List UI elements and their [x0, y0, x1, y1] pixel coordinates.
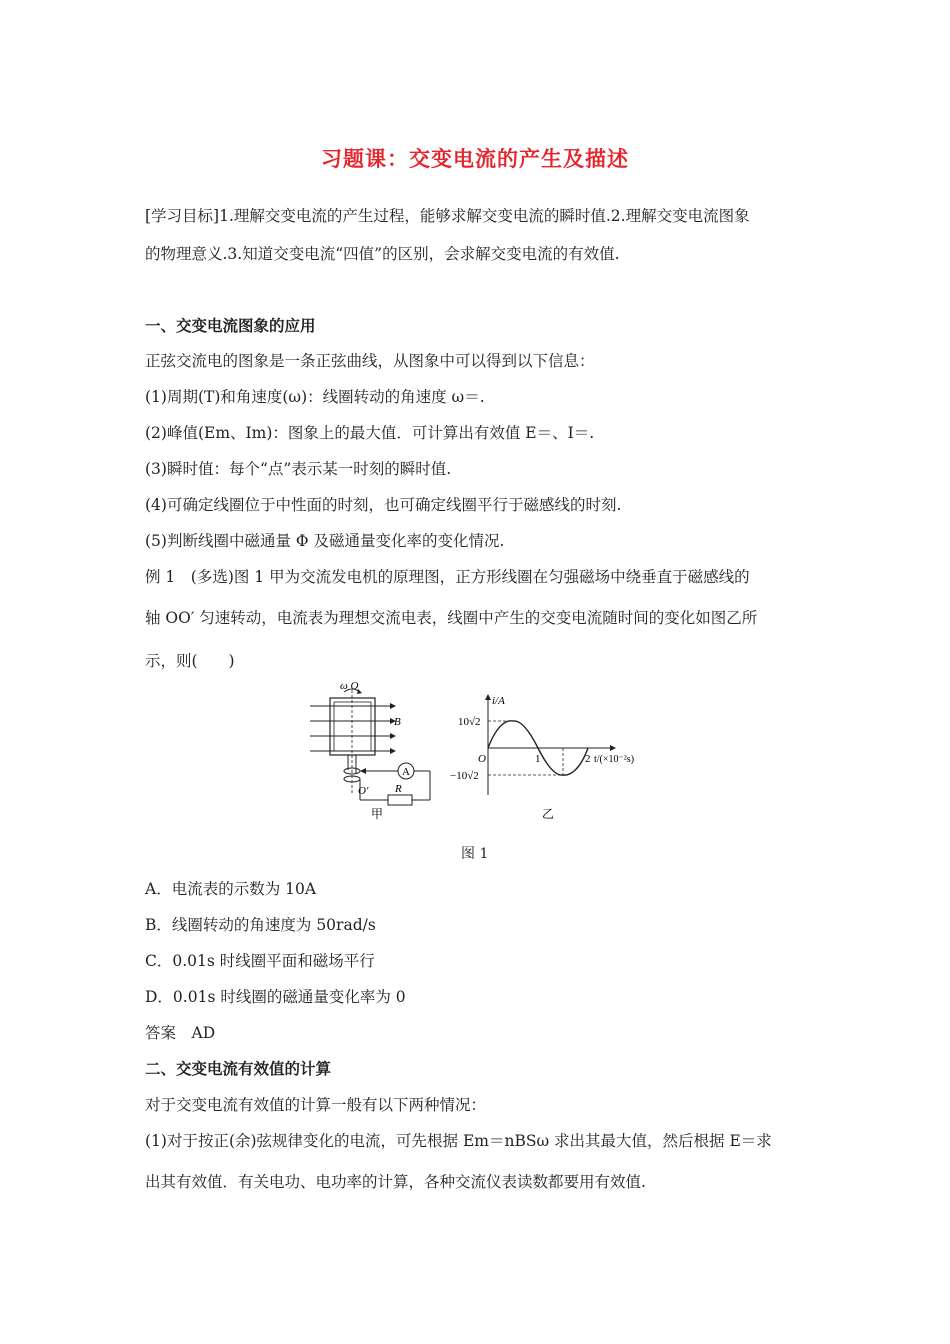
- b-field-label: B: [394, 716, 401, 728]
- option-a: A．电流表的示数为 10A: [145, 880, 317, 898]
- learning-objectives-line-2: 的物理意义.3.知道交变电流“四值”的区别，会求解交变电流的有效值.: [145, 245, 620, 263]
- info-item-5: (5)判断线圈中磁通量 Φ 及磁通量变化率的变化情况.: [145, 532, 505, 550]
- example-1-line-2: 轴 OO′ 匀速转动，电流表为理想交流电表，线圈中产生的交变电流随时间的变化如图乙所: [145, 609, 758, 627]
- x-axis-label: t/(×10⁻²s): [594, 754, 635, 765]
- x-tick-2: 2: [585, 753, 591, 765]
- y-axis-label: i/A: [492, 695, 505, 707]
- section-2-heading: 二、交变电流有效值的计算: [145, 1060, 332, 1078]
- o-prime-label: O′: [358, 785, 369, 797]
- omega-o-label: ω O: [340, 680, 359, 692]
- section-2-line-1: (1)对于按正(余)弦规律变化的电流，可先根据 Em＝nBSω 求出其最大值，然后根据 E＝求: [145, 1132, 772, 1150]
- info-item-3: (3)瞬时值：每个“点”表示某一时刻的瞬时值.: [145, 460, 452, 478]
- info-item-1: (1)周期(T)和角速度(ω)：线圈转动的角速度 ω＝.: [145, 388, 485, 406]
- option-c: C．0.01s 时线圈平面和磁场平行: [145, 952, 375, 970]
- section-1-intro: 正弦交流电的图象是一条正弦曲线，从图象中可以得到以下信息：: [145, 352, 595, 370]
- example-1-line-3: 示，则( ): [145, 652, 235, 670]
- info-item-2: (2)峰值(Em、Im)：图象上的最大值．可计算出有效值 E＝、I＝.: [145, 424, 595, 442]
- option-d: D．0.01s 时线圈的磁通量变化率为 0: [145, 988, 406, 1006]
- origin-label: O: [478, 753, 486, 765]
- y-negative-peak-label: −10√2: [450, 770, 479, 782]
- section-1-heading: 一、交变电流图象的应用: [145, 317, 316, 335]
- figure-b-sublabel: 乙: [542, 807, 555, 821]
- option-b: B．线圈转动的角速度为 50rad/s: [145, 916, 376, 934]
- resistor-symbol: [388, 795, 412, 805]
- section-2-intro: 对于交变电流有效值的计算一般有以下两种情况：: [145, 1096, 487, 1114]
- page-title: 习题课：交变电流的产生及描述: [321, 147, 629, 171]
- answer-line: 答案 AD: [145, 1024, 216, 1042]
- section-2-line-2: 出其有效值．有关电功、电功率的计算，各种交流仪表读数都要用有效值.: [145, 1173, 646, 1191]
- generator-diagram: [300, 678, 450, 823]
- ammeter-label: A: [402, 766, 410, 778]
- example-1-line-1: 例 1 (多选)图 1 甲为交流发电机的原理图，正方形线圈在匀强磁场中绕垂直于磁感线的: [145, 568, 750, 586]
- figure-caption: 图 1: [461, 846, 489, 862]
- info-item-4: (4)可确定线圈位于中性面的时刻，也可确定线圈平行于磁感线的时刻.: [145, 496, 622, 514]
- y-positive-peak-label: 10√2: [458, 716, 481, 728]
- resistor-label: R: [395, 783, 402, 795]
- current-time-graph: [440, 690, 650, 825]
- learning-objectives-line-1: [学习目标]1.理解交变电流的产生过程，能够求解交变电流的瞬时值.2.理解交变电流图象: [145, 207, 750, 225]
- figure-a-sublabel: 甲: [371, 807, 384, 821]
- x-tick-1: 1: [535, 753, 541, 765]
